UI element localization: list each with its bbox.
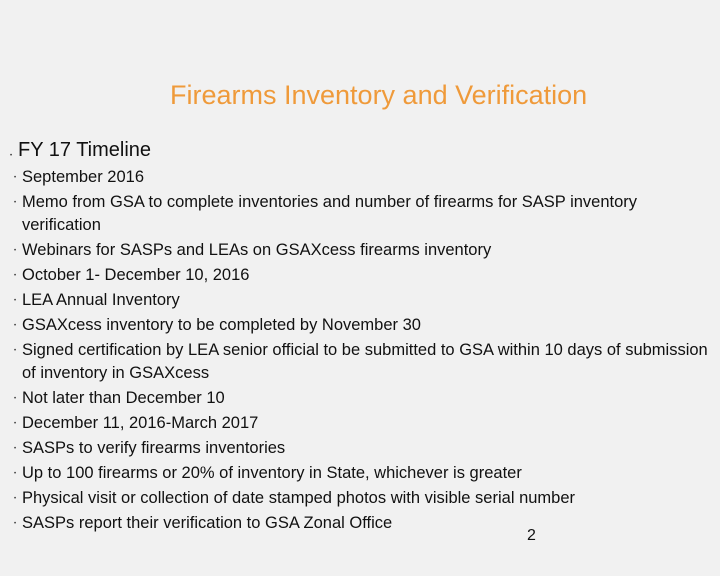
timeline-list: [14, 166, 708, 537]
list-item-text: Not later than December 10: [22, 388, 225, 407]
bullet-dot: •: [14, 348, 17, 355]
list-item-text: September 2016: [22, 168, 145, 186]
list-item-text: LEA Annual Inventory: [22, 290, 180, 309]
slide-subtitle: FY 17 Timeline: [18, 139, 152, 161]
bullet-dot: •: [14, 395, 17, 402]
bullet-dot: •: [14, 247, 17, 254]
bullet-dot: •: [14, 297, 17, 304]
list-item-text: Signed certification by LEA senior official to be submitted to GSA within 10 days of submission of inventory in GSAXcess: [22, 341, 708, 382]
list-item-text: December 11, 2016-March 2017: [22, 413, 259, 432]
list-item-text: SASPs report their verification to GSA Zonal Office: [22, 514, 393, 533]
list-item-text: SASPs to verify firearms inventories: [22, 438, 286, 457]
bullet-dot: •: [14, 521, 17, 528]
list-item: [14, 462, 708, 485]
bullet-dot: •: [14, 496, 17, 503]
list-item-text: Up to 100 firearms or 20% of inventory in State, whichever is greater: [22, 463, 522, 482]
list-item-text: GSAXcess inventory to be completed by November 30: [22, 315, 421, 334]
list-item: [14, 339, 708, 384]
list-item-text: Webinars for SASPs and LEAs on GSAXcess firearms inventory: [22, 240, 492, 259]
bullet-dot: •: [14, 445, 17, 452]
list-item: [14, 412, 708, 435]
list-item: [14, 314, 708, 337]
list-item: [14, 512, 708, 535]
bullet-dot: •: [14, 420, 17, 427]
list-item-text: October 1- December 10, 2016: [22, 265, 250, 284]
list-item: [14, 166, 708, 189]
bullet-dot: •: [14, 200, 17, 207]
bullet-dot: •: [14, 322, 17, 329]
list-item-text: Physical visit or collection of date stamped photos with visible serial number: [22, 489, 576, 508]
list-item: [14, 264, 708, 287]
bullet-dot: •: [14, 272, 17, 279]
list-item: [14, 437, 708, 460]
list-item: [14, 289, 708, 312]
list-item: [14, 191, 708, 236]
list-item: [14, 487, 708, 510]
list-item-text: Memo from GSA to complete inventories and number of firearms for SASP inventory verification: [22, 193, 638, 234]
slide-title: Firearms Inventory and Verification: [170, 80, 588, 110]
bullet-dot: •: [14, 175, 17, 181]
bullet-dot: •: [14, 470, 17, 477]
subtitle-bullet: •: [10, 153, 13, 159]
page-number: 2: [527, 527, 536, 544]
list-item: [14, 239, 708, 262]
list-item: [14, 387, 708, 410]
